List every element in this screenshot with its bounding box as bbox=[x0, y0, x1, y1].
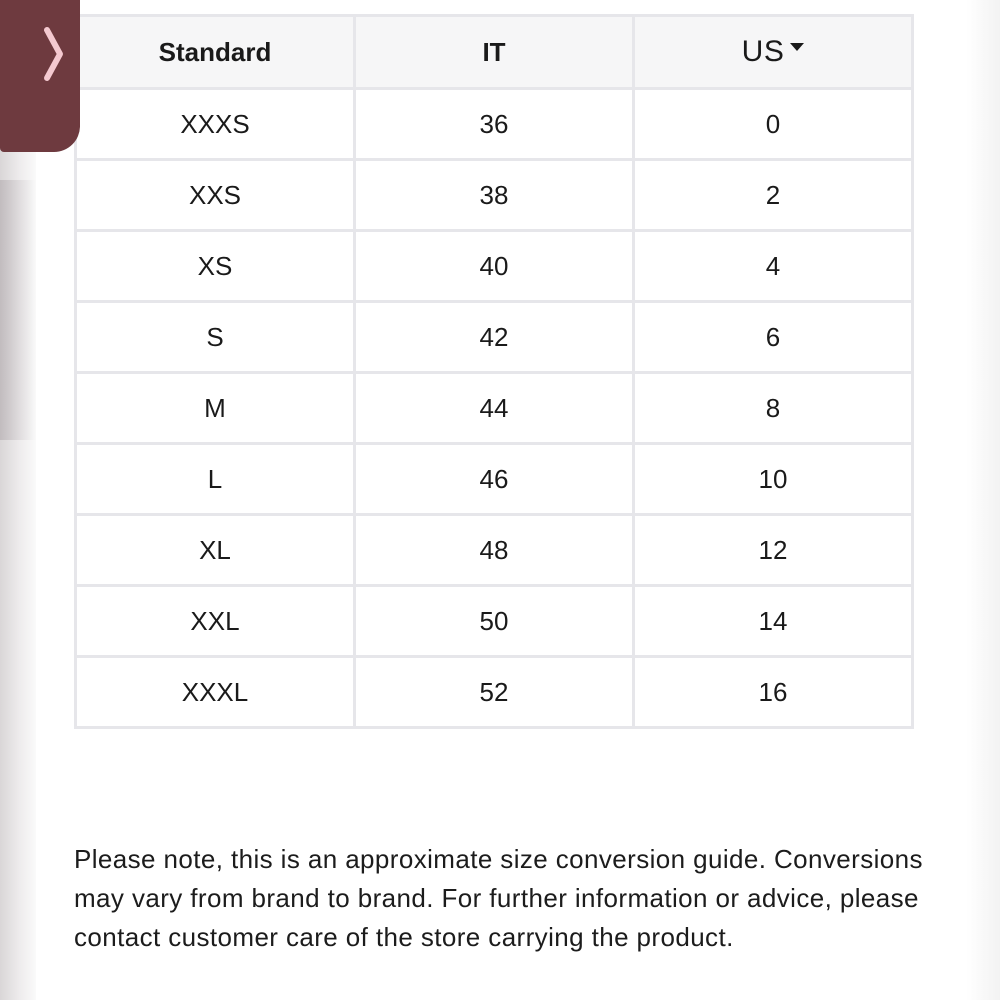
standard-size-cell: M bbox=[76, 373, 355, 444]
us-size-cell: 4 bbox=[634, 231, 913, 302]
caret-down-icon bbox=[790, 43, 804, 51]
standard-size-cell: L bbox=[76, 444, 355, 515]
it-size-cell: 44 bbox=[355, 373, 634, 444]
us-size-cell: 8 bbox=[634, 373, 913, 444]
us-size-cell: 2 bbox=[634, 160, 913, 231]
us-size-cell: 14 bbox=[634, 586, 913, 657]
standard-size-cell: XXXL bbox=[76, 657, 355, 728]
size-conversion-table bbox=[74, 14, 914, 729]
us-size-cell: 6 bbox=[634, 302, 913, 373]
header-standard: Standard bbox=[76, 16, 355, 89]
standard-size-cell: XS bbox=[76, 231, 355, 302]
standard-size-cell: XL bbox=[76, 515, 355, 586]
it-size-cell: 42 bbox=[355, 302, 634, 373]
table-row bbox=[76, 160, 913, 231]
it-size-cell: 52 bbox=[355, 657, 634, 728]
standard-size-cell: XXXS bbox=[76, 89, 355, 160]
right-shadow-edge bbox=[966, 0, 1000, 1000]
us-size-dropdown[interactable] bbox=[742, 35, 805, 68]
us-size-cell: 12 bbox=[634, 515, 913, 586]
table-row bbox=[76, 373, 913, 444]
it-size-cell: 40 bbox=[355, 231, 634, 302]
it-size-cell: 46 bbox=[355, 444, 634, 515]
table-row bbox=[76, 515, 913, 586]
table-row bbox=[76, 89, 913, 160]
side-panel-toggle-button[interactable] bbox=[0, 0, 80, 152]
table-header-row bbox=[76, 16, 913, 89]
chevron-right-icon bbox=[42, 24, 66, 84]
standard-size-cell: S bbox=[76, 302, 355, 373]
header-it: IT bbox=[355, 16, 634, 89]
header-us[interactable] bbox=[634, 16, 913, 89]
table-row bbox=[76, 657, 913, 728]
us-size-cell: 16 bbox=[634, 657, 913, 728]
it-size-cell: 50 bbox=[355, 586, 634, 657]
table-row bbox=[76, 444, 913, 515]
table-row bbox=[76, 586, 913, 657]
us-size-cell: 10 bbox=[634, 444, 913, 515]
table-row bbox=[76, 302, 913, 373]
size-guide-disclaimer: Please note, this is an approximate size conversion guide. Conversions may vary from brand to brand. For further information or advice, please contact customer care of the store carrying the product. bbox=[74, 844, 923, 952]
it-size-cell: 48 bbox=[355, 515, 634, 586]
standard-size-cell: XXL bbox=[76, 586, 355, 657]
it-size-cell: 36 bbox=[355, 89, 634, 160]
us-size-cell: 0 bbox=[634, 89, 913, 160]
table-row bbox=[76, 231, 913, 302]
us-size-dropdown-label: US bbox=[741, 35, 785, 68]
it-size-cell: 38 bbox=[355, 160, 634, 231]
standard-size-cell: XXS bbox=[76, 160, 355, 231]
